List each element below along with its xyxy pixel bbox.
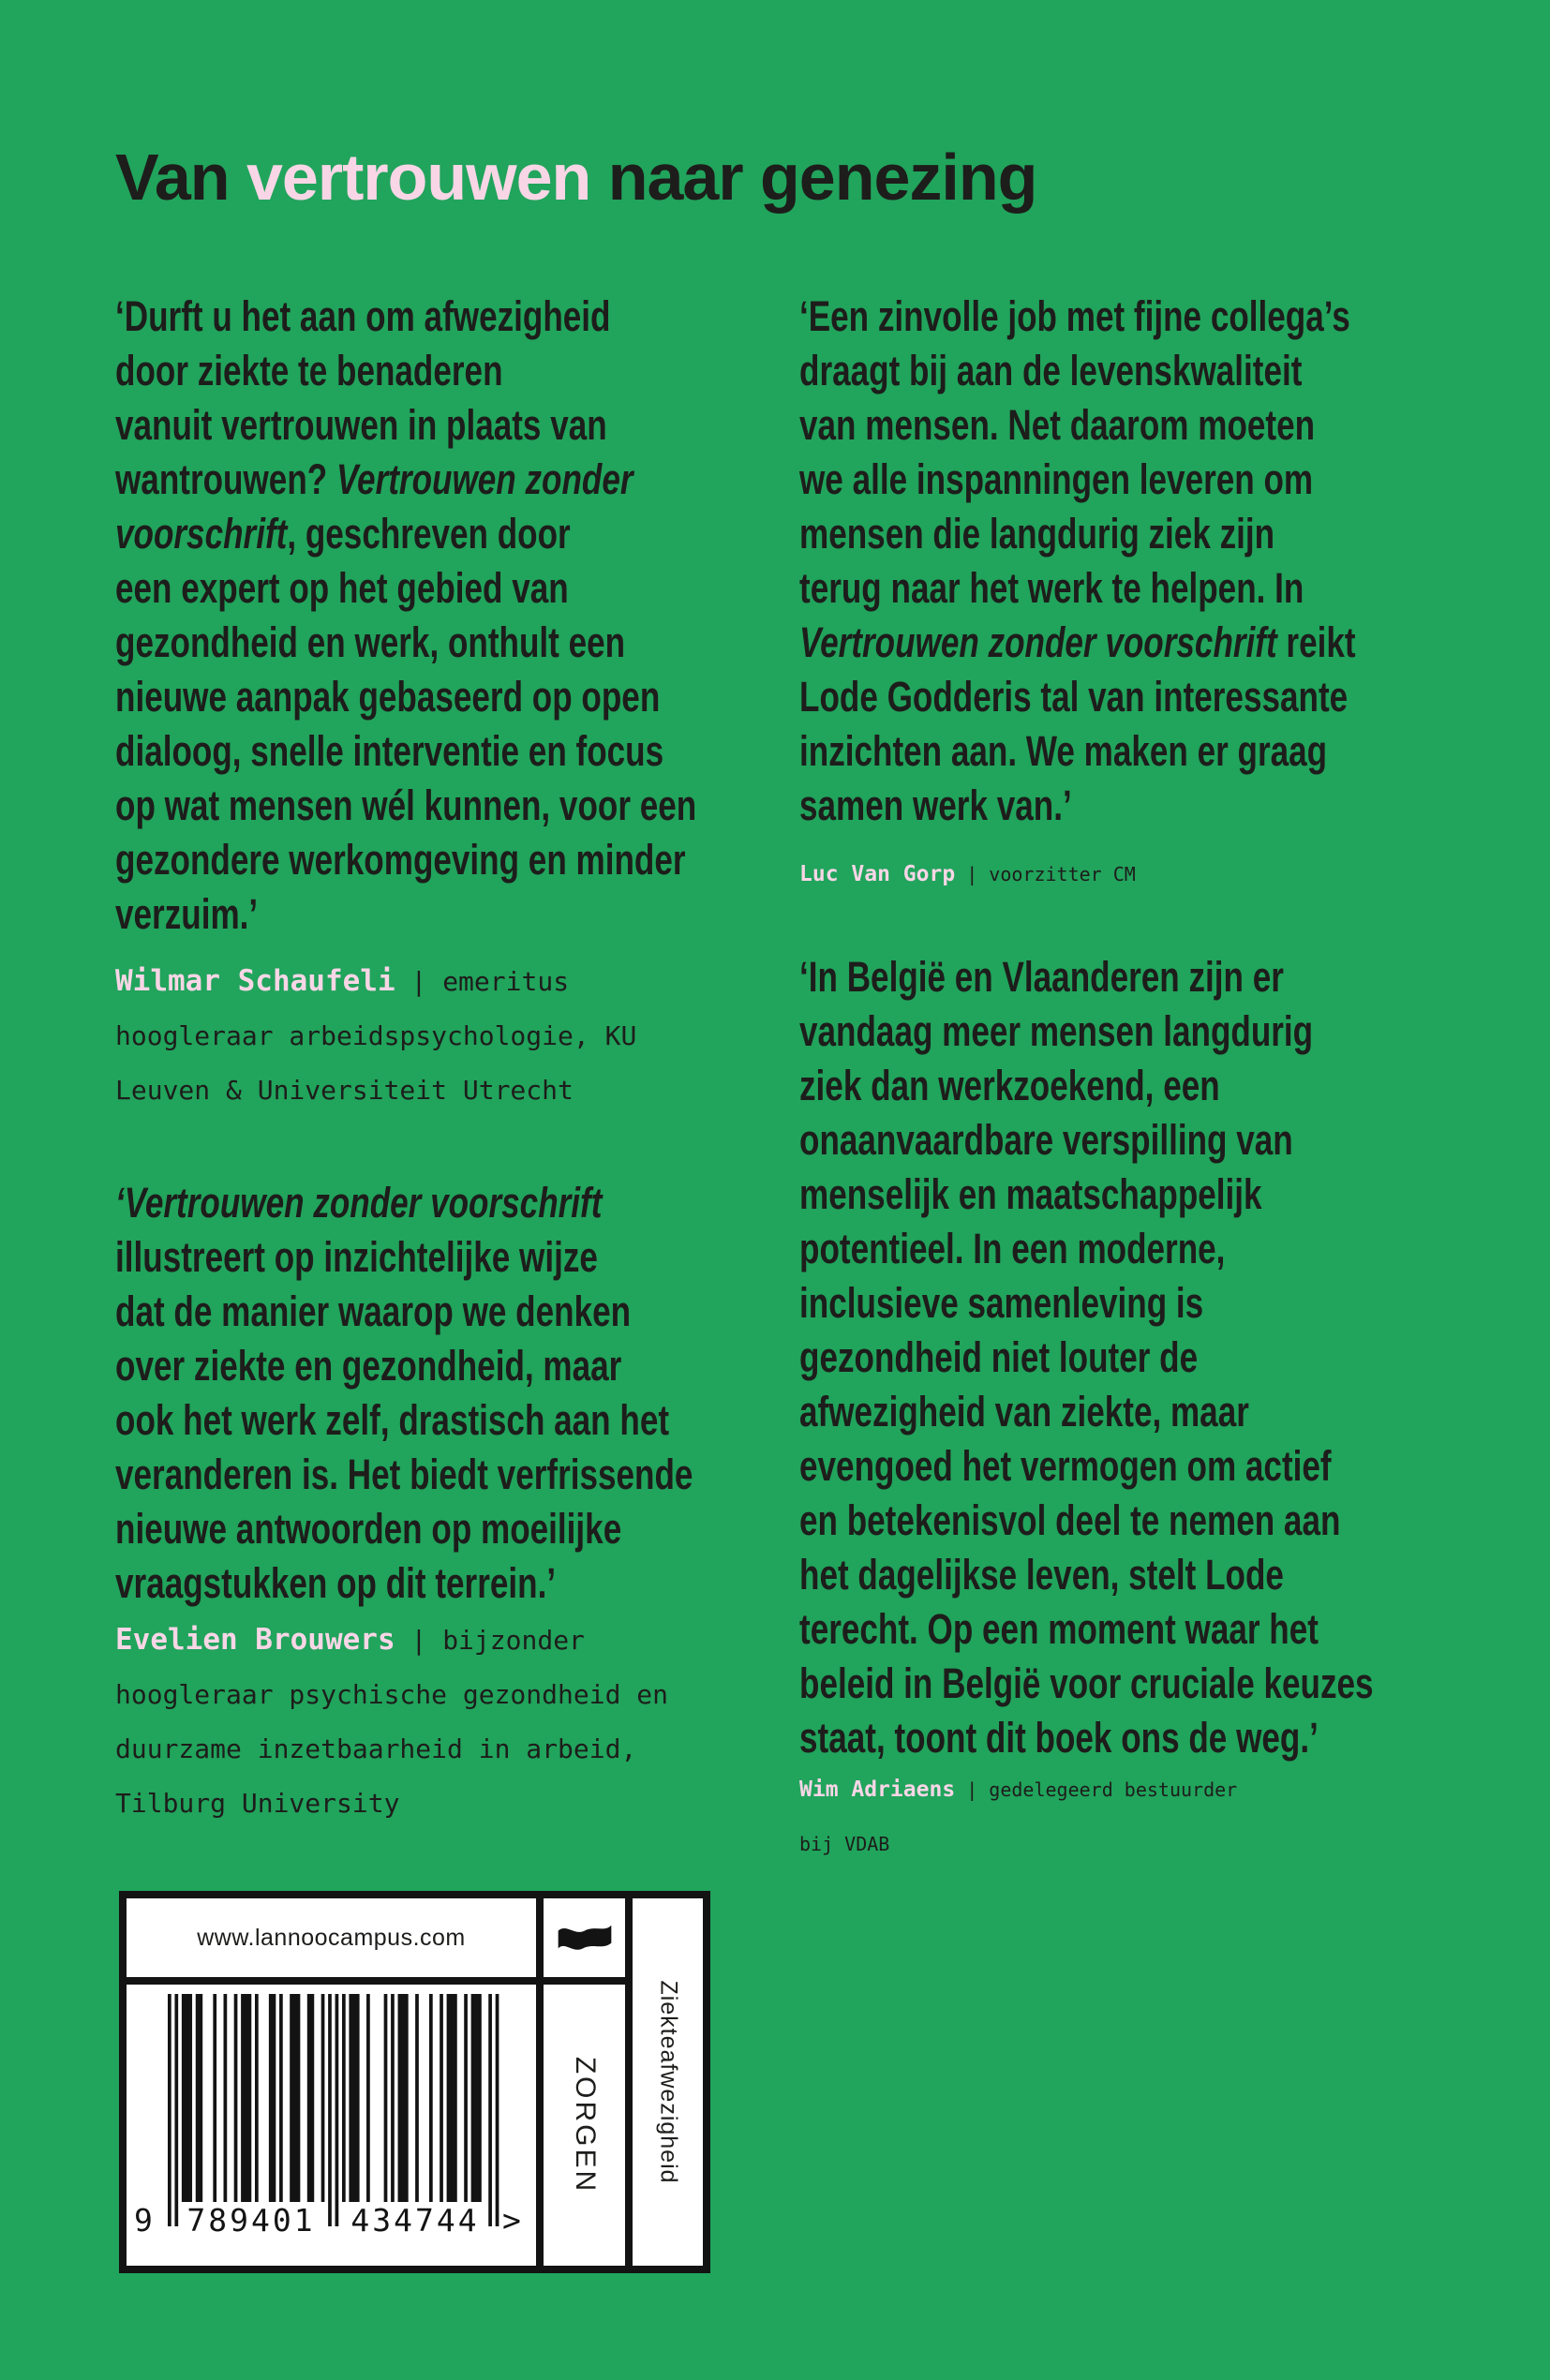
ean-barcode-svg [168, 1994, 499, 2226]
text-segment: vandaag meer mensen langdurig [799, 1007, 1314, 1055]
quote-line [115, 507, 696, 561]
isbn-group-1: 789401 [186, 2202, 316, 2239]
text-segment: inclusieve samenleving is [799, 1279, 1204, 1327]
text-segment: menselijk en maatschappelijk [799, 1170, 1262, 1218]
quote-line [799, 1331, 1374, 1385]
text-segment: Vertrouwen zonder voorschrift [799, 618, 1277, 666]
quote-line [799, 670, 1356, 724]
quote-line [799, 1168, 1374, 1222]
category-cell [633, 1898, 703, 2266]
text-segment: van mensen. Net daarom moeten [799, 401, 1316, 449]
barcode-bar [174, 1994, 178, 2226]
text-segment: ziek dan werkzoekend, een [799, 1062, 1220, 1109]
text-segment: duurzame inzetbaarheid in arbeid, [115, 1733, 637, 1764]
text-segment: dat de manier waarop we denken [115, 1287, 632, 1335]
text-segment: we alle inspanningen leveren om [799, 455, 1314, 503]
quote-line [799, 1711, 1374, 1765]
barcode-bar [440, 1994, 443, 2202]
text-segment: dialoog, snelle interventie en focus [115, 727, 664, 775]
attribution-line [115, 1064, 636, 1118]
quote-line [799, 1113, 1374, 1168]
text-segment: ‘Een zinvolle job met fijne collega’s [799, 292, 1350, 340]
attribution-line [799, 1817, 1237, 1871]
text-segment: illustreert op inzichtelijke wijze [115, 1233, 598, 1281]
quote-line [799, 616, 1356, 670]
text-segment: Leuven & Universiteit Utrecht [115, 1075, 574, 1106]
quote-line [115, 670, 696, 724]
barcode-bar [213, 1994, 216, 2202]
isbn-group-2: 434744 [350, 2202, 480, 2239]
text-segment: hoogleraar arbeidspsychologie, KU [115, 1020, 637, 1051]
title-part-1: Van [115, 140, 246, 214]
barcode-bar [415, 1994, 419, 2202]
text-segment: beleid in België voor cruciale keuzes [799, 1659, 1374, 1707]
quote-line [115, 1556, 693, 1611]
quote-line [799, 1059, 1374, 1113]
quote-line [799, 290, 1356, 344]
quote-line [799, 1494, 1374, 1548]
quote-line [799, 1276, 1374, 1331]
quote-line [799, 950, 1374, 1004]
text-segment: | gedelegeerd bestuurder [955, 1778, 1238, 1801]
text-segment: Tilburg University [115, 1788, 400, 1819]
quote-line [799, 1657, 1374, 1711]
text-segment: Vertrouwen zonder [335, 455, 633, 503]
left-quote-block [115, 290, 860, 942]
text-segment: een expert op het gebied van [115, 564, 569, 612]
left-quote-block [115, 1176, 856, 1611]
right-attribution-block [799, 1763, 1237, 1871]
text-segment: wantrouwen? [115, 455, 336, 503]
quote-line [115, 1339, 693, 1393]
attribution-line [115, 1009, 636, 1064]
text-segment: nieuwe antwoorden op moeilijke [115, 1505, 622, 1553]
barcode-bar [342, 1994, 346, 2202]
text-segment: over ziekte en gezondheid, maar [115, 1342, 622, 1390]
text-segment: vanuit vertrouwen in plaats van [115, 401, 607, 449]
text-segment: staat, toont dit boek ons de weg.’ [799, 1714, 1319, 1762]
text-segment: nieuwe aanpak gebaseerd op open [115, 673, 661, 721]
quote-line [799, 507, 1356, 561]
quote-line [115, 398, 696, 453]
barcode-bar [182, 1994, 192, 2202]
quote-line [115, 344, 696, 398]
quote-line [115, 779, 696, 833]
text-segment: afwezigheid van ziekte, maar [799, 1388, 1249, 1435]
barcode-panel-middle [544, 1898, 625, 2266]
attribution-line [115, 954, 636, 1009]
isbn-trailing-mark: > [502, 2202, 521, 2239]
barcode-bar [349, 1994, 359, 2202]
quote-line [115, 453, 696, 507]
title-part-2: naar genezing [590, 140, 1037, 214]
barcode-bar [196, 1994, 202, 2202]
flag-icon [544, 1898, 625, 1977]
divider [127, 1977, 536, 1985]
quote-line [799, 1548, 1374, 1602]
barcode-bar [447, 1994, 457, 2202]
right-column [799, 0, 1512, 2380]
text-segment: | bijzonder [395, 1625, 585, 1656]
quote-line [115, 1393, 693, 1448]
text-segment: verzuim.’ [115, 890, 259, 938]
barcode-panel [119, 1891, 710, 2273]
barcode-bar [398, 1994, 409, 2202]
quote-line [799, 1439, 1374, 1494]
divider [625, 1898, 633, 2266]
text-segment: ‘In België en Vlaanderen zijn er [799, 953, 1284, 1001]
publisher-website: www.lannoocampus.com [197, 1924, 466, 1951]
text-segment: gezondere werkomgeving en minder [115, 836, 686, 884]
divider [536, 1898, 544, 2266]
quote-line [115, 561, 696, 616]
barcode-bar [307, 1994, 314, 2202]
quote-line [799, 453, 1356, 507]
barcode-bar [328, 1994, 332, 2226]
flag-icon-svg [556, 1922, 614, 1954]
attribution-line [115, 1613, 668, 1668]
text-segment: en betekenisvol deel te nemen aan [799, 1496, 1341, 1544]
quote-line [115, 887, 696, 942]
quote-line [799, 1385, 1374, 1439]
attribution-line [115, 1777, 668, 1831]
quote-line [799, 561, 1356, 616]
quote-line [115, 724, 696, 779]
barcode-bar [429, 1994, 433, 2202]
text-segment: inzichten aan. We maken er graag [799, 727, 1328, 775]
barcode-bar [168, 1994, 171, 2226]
quote-line [799, 1004, 1374, 1059]
barcode-panel-left [127, 1898, 536, 2266]
text-segment: onaanvaardbare verspilling van [799, 1116, 1293, 1164]
quote-line [115, 616, 696, 670]
text-segment: , geschreven door [287, 510, 571, 558]
quote-line [115, 1230, 693, 1285]
text-segment: ook het werk zelf, drastisch aan het [115, 1396, 670, 1444]
quote-line [115, 1448, 693, 1502]
attribution-line [115, 1668, 668, 1722]
attribution-line [799, 1763, 1237, 1817]
series-label: ZORGEN [569, 2056, 601, 2194]
text-segment: gezondheid en werk, onthult een [115, 618, 626, 666]
series-cell [544, 1985, 625, 2266]
ean-barcode [127, 1985, 536, 2266]
text-segment: ‘Vertrouwen zonder voorschrift [115, 1179, 603, 1227]
barcode-bar [321, 1994, 325, 2202]
barcode-bar [464, 1994, 468, 2202]
quote-line [115, 1176, 693, 1230]
barcode-bar [241, 1994, 251, 2202]
quote-line [799, 779, 1356, 833]
text-segment: potentieel. In een moderne, [799, 1225, 1226, 1272]
text-segment: samen werk van.’ [799, 781, 1072, 829]
quote-line [799, 398, 1356, 453]
quote-line [799, 344, 1356, 398]
text-segment: veranderen is. Het biedt verfrissende [115, 1450, 693, 1498]
text-segment: | emeritus [395, 966, 570, 997]
category-label: Ziekteafwezigheid [655, 1980, 681, 2184]
quote-line [799, 1602, 1374, 1657]
divider [544, 1977, 625, 1985]
quote-line [799, 724, 1356, 779]
right-quote-block [799, 950, 1535, 1765]
text-segment: hoogleraar psychische gezondheid en [115, 1679, 669, 1710]
barcode-bar [366, 1994, 370, 2202]
barcode-bar [290, 1994, 300, 2202]
barcode-bar [384, 1994, 388, 2202]
text-segment: Lode Godderis tal van interessante [799, 673, 1349, 721]
barcode-bar [488, 1994, 492, 2226]
left-attribution-block [115, 1613, 668, 1831]
title-highlight: vertrouwen [246, 140, 591, 214]
attribution-name: Wilmar Schaufeli [115, 964, 395, 998]
barcode-bar [224, 1994, 228, 2202]
attribution-name: Evelien Brouwers [115, 1623, 395, 1657]
text-segment: | voorzitter CM [955, 863, 1136, 885]
barcode-bar [335, 1994, 339, 2226]
attribution-line [799, 847, 1136, 901]
barcode-bar [391, 1994, 395, 2202]
text-segment: bij VDAB [799, 1833, 890, 1855]
quote-line [115, 290, 696, 344]
barcode-bar [496, 1994, 499, 2226]
quote-line [115, 1502, 693, 1556]
text-segment: vraagstukken op dit terrein.’ [115, 1559, 557, 1607]
left-attribution-block [115, 954, 636, 1118]
text-segment: op wat mensen wél kunnen, voor een [115, 781, 697, 829]
barcode-bar [279, 1994, 283, 2202]
text-segment: draagt bij aan de levenskwaliteit [799, 347, 1303, 394]
text-segment: mensen die langdurig ziek zijn [799, 510, 1275, 558]
right-quote-block [799, 290, 1513, 833]
barcode-bar [234, 1994, 238, 2202]
text-segment: ‘Durft u het aan om afwezigheid [115, 292, 611, 340]
barcode-bar [255, 1994, 259, 2202]
quote-line [799, 1222, 1374, 1276]
isbn-lead-digit: 9 [134, 2202, 153, 2239]
text-segment: evengoed het vermogen om actief [799, 1442, 1332, 1490]
quote-line [115, 833, 696, 887]
barcode-bar [269, 1994, 276, 2202]
right-attribution-block [799, 847, 1136, 901]
attribution-name: Wim Adriaens [799, 1778, 956, 1802]
barcode-bar [471, 1994, 482, 2202]
text-segment: terug naar het werk te helpen. In [799, 564, 1304, 612]
attribution-name: Luc Van Gorp [799, 862, 956, 886]
text-segment: reikt [1276, 618, 1356, 666]
text-segment: voorschrift [115, 510, 288, 558]
text-segment: door ziekte te benaderen [115, 347, 503, 394]
text-segment: terecht. Op een moment waar het [799, 1605, 1319, 1653]
text-segment: gezondheid niet louter de [799, 1333, 1199, 1381]
quote-line [115, 1285, 693, 1339]
text-segment: het dagelijkse leven, stelt Lode [799, 1551, 1284, 1599]
attribution-line [115, 1722, 668, 1777]
